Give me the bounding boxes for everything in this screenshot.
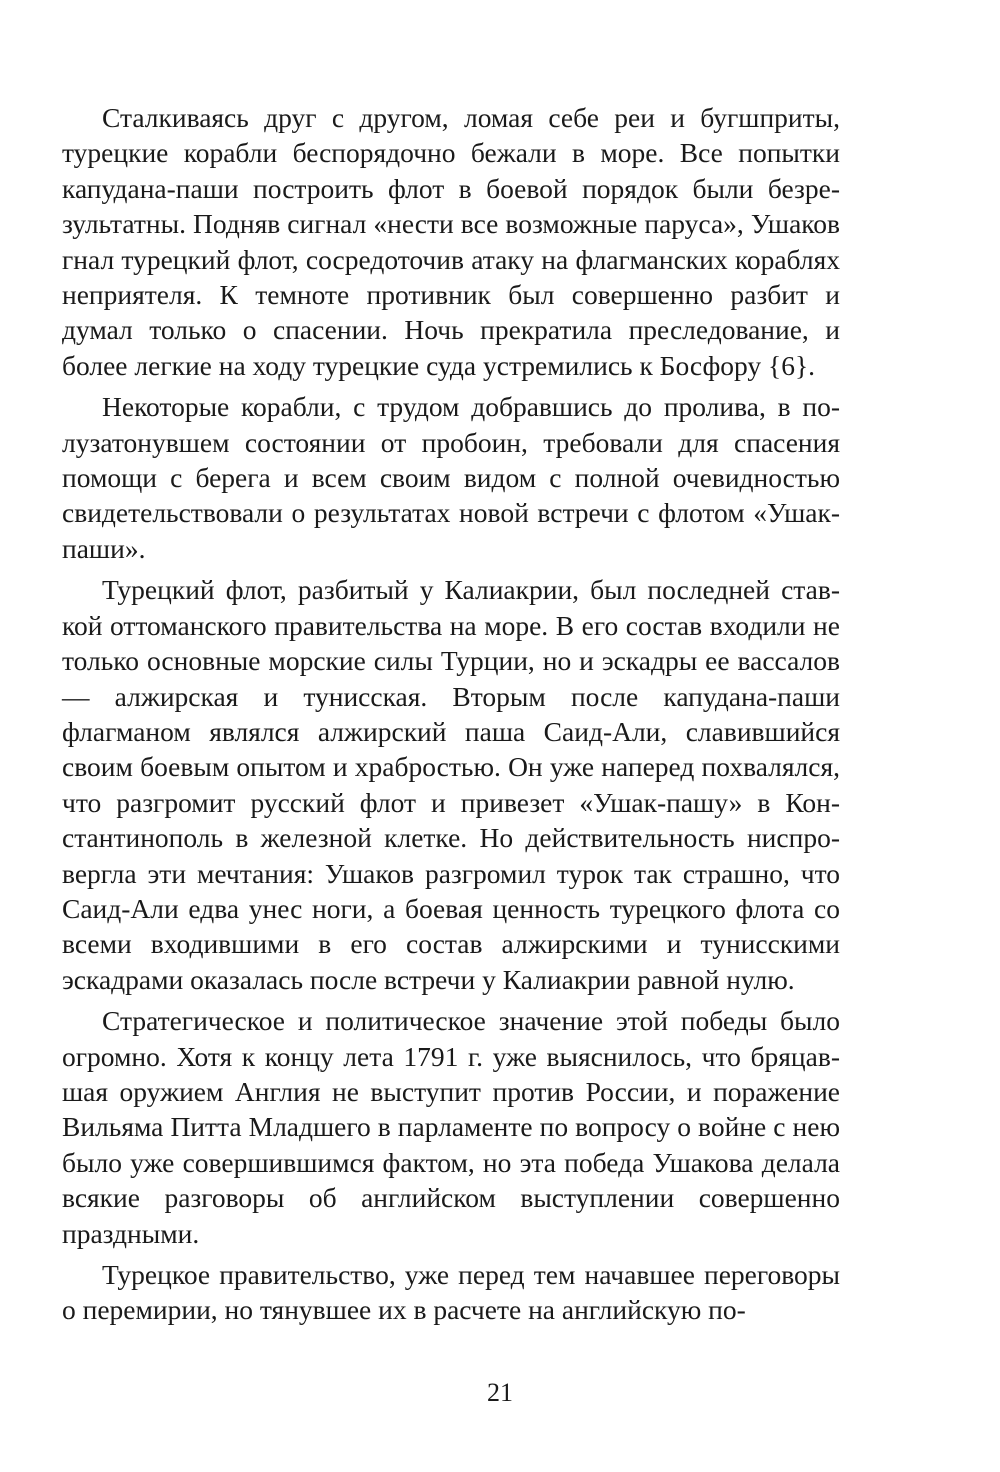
paragraph-5: Турецкое правительство, уже перед тем начавшее переговоры о перемирии, но тянувшее их в расчете на английскую по- <box>62 1259 840 1326</box>
paragraph-3: Турецкий флот, разбитый у Калиакрии, был последней ставкой оттоманского правительства на море. В его состав входили не только основные морские силы Турции, но и эскадры ее вассалов — алжирская и тунисская. Вторым после капудана-паши флагманом являлся алжирский паша Саид-Али, славившийся своим боевым опытом и храбростью. Он уже наперед похвалялся, что разгромит русский флот и привезет «Ушак-пашу» в Константинополь в железной клетке. Но действительность ниспровергла эти мечтания: Ушаков разгромил турок так страшно, что Саид-Али едва унес ноги, а боевая ценность турецкого флота со всеми входившими в его состав алжирскими и тунисскими эскадрами оказалась после встречи у Калиакрии равной нулю. <box>62 574 840 995</box>
page-number: 21 <box>487 1378 513 1407</box>
paragraph-2: Некоторые корабли, с трудом добравшись до пролива, в полузатонувшем состоянии от пробоин, требовали для спасения помощи с берега и всем своим видом с полной очевидностью свидетельствовали о результатах новой встречи с флотом «Ушак-паши». <box>62 391 840 564</box>
paragraph-1: Сталкиваясь друг с другом, ломая себе реи и бугшприты, турецкие корабли беспорядочно бежали в море. Все попытки капудана-паши построить флот в боевой порядок были безрезультатны. Подняв сигнал «нести все возможные паруса», Ушаков гнал турецкий флот, сосредоточив атаку на флагманских кораблях неприятеля. К темноте противник был совершенно разбит и думал только о спасении. Ночь прекратила преследование, и более легкие на ходу турецкие суда устремились к Босфору {6}. <box>62 102 840 381</box>
paragraph-4: Стратегическое и политическое значение этой победы было огромно. Хотя к концу лета 1791 г. уже выяснилось, что бряцавшая оружием Англия не выступит против России, и поражение Вильяма Питта Младшего в парламенте по вопросу о войне с нею было уже совершившимся фактом, но эта победа Ушакова делала всякие разговоры об английском выступлении совершенно праздными. <box>62 1005 840 1249</box>
page-body <box>62 100 840 1328</box>
